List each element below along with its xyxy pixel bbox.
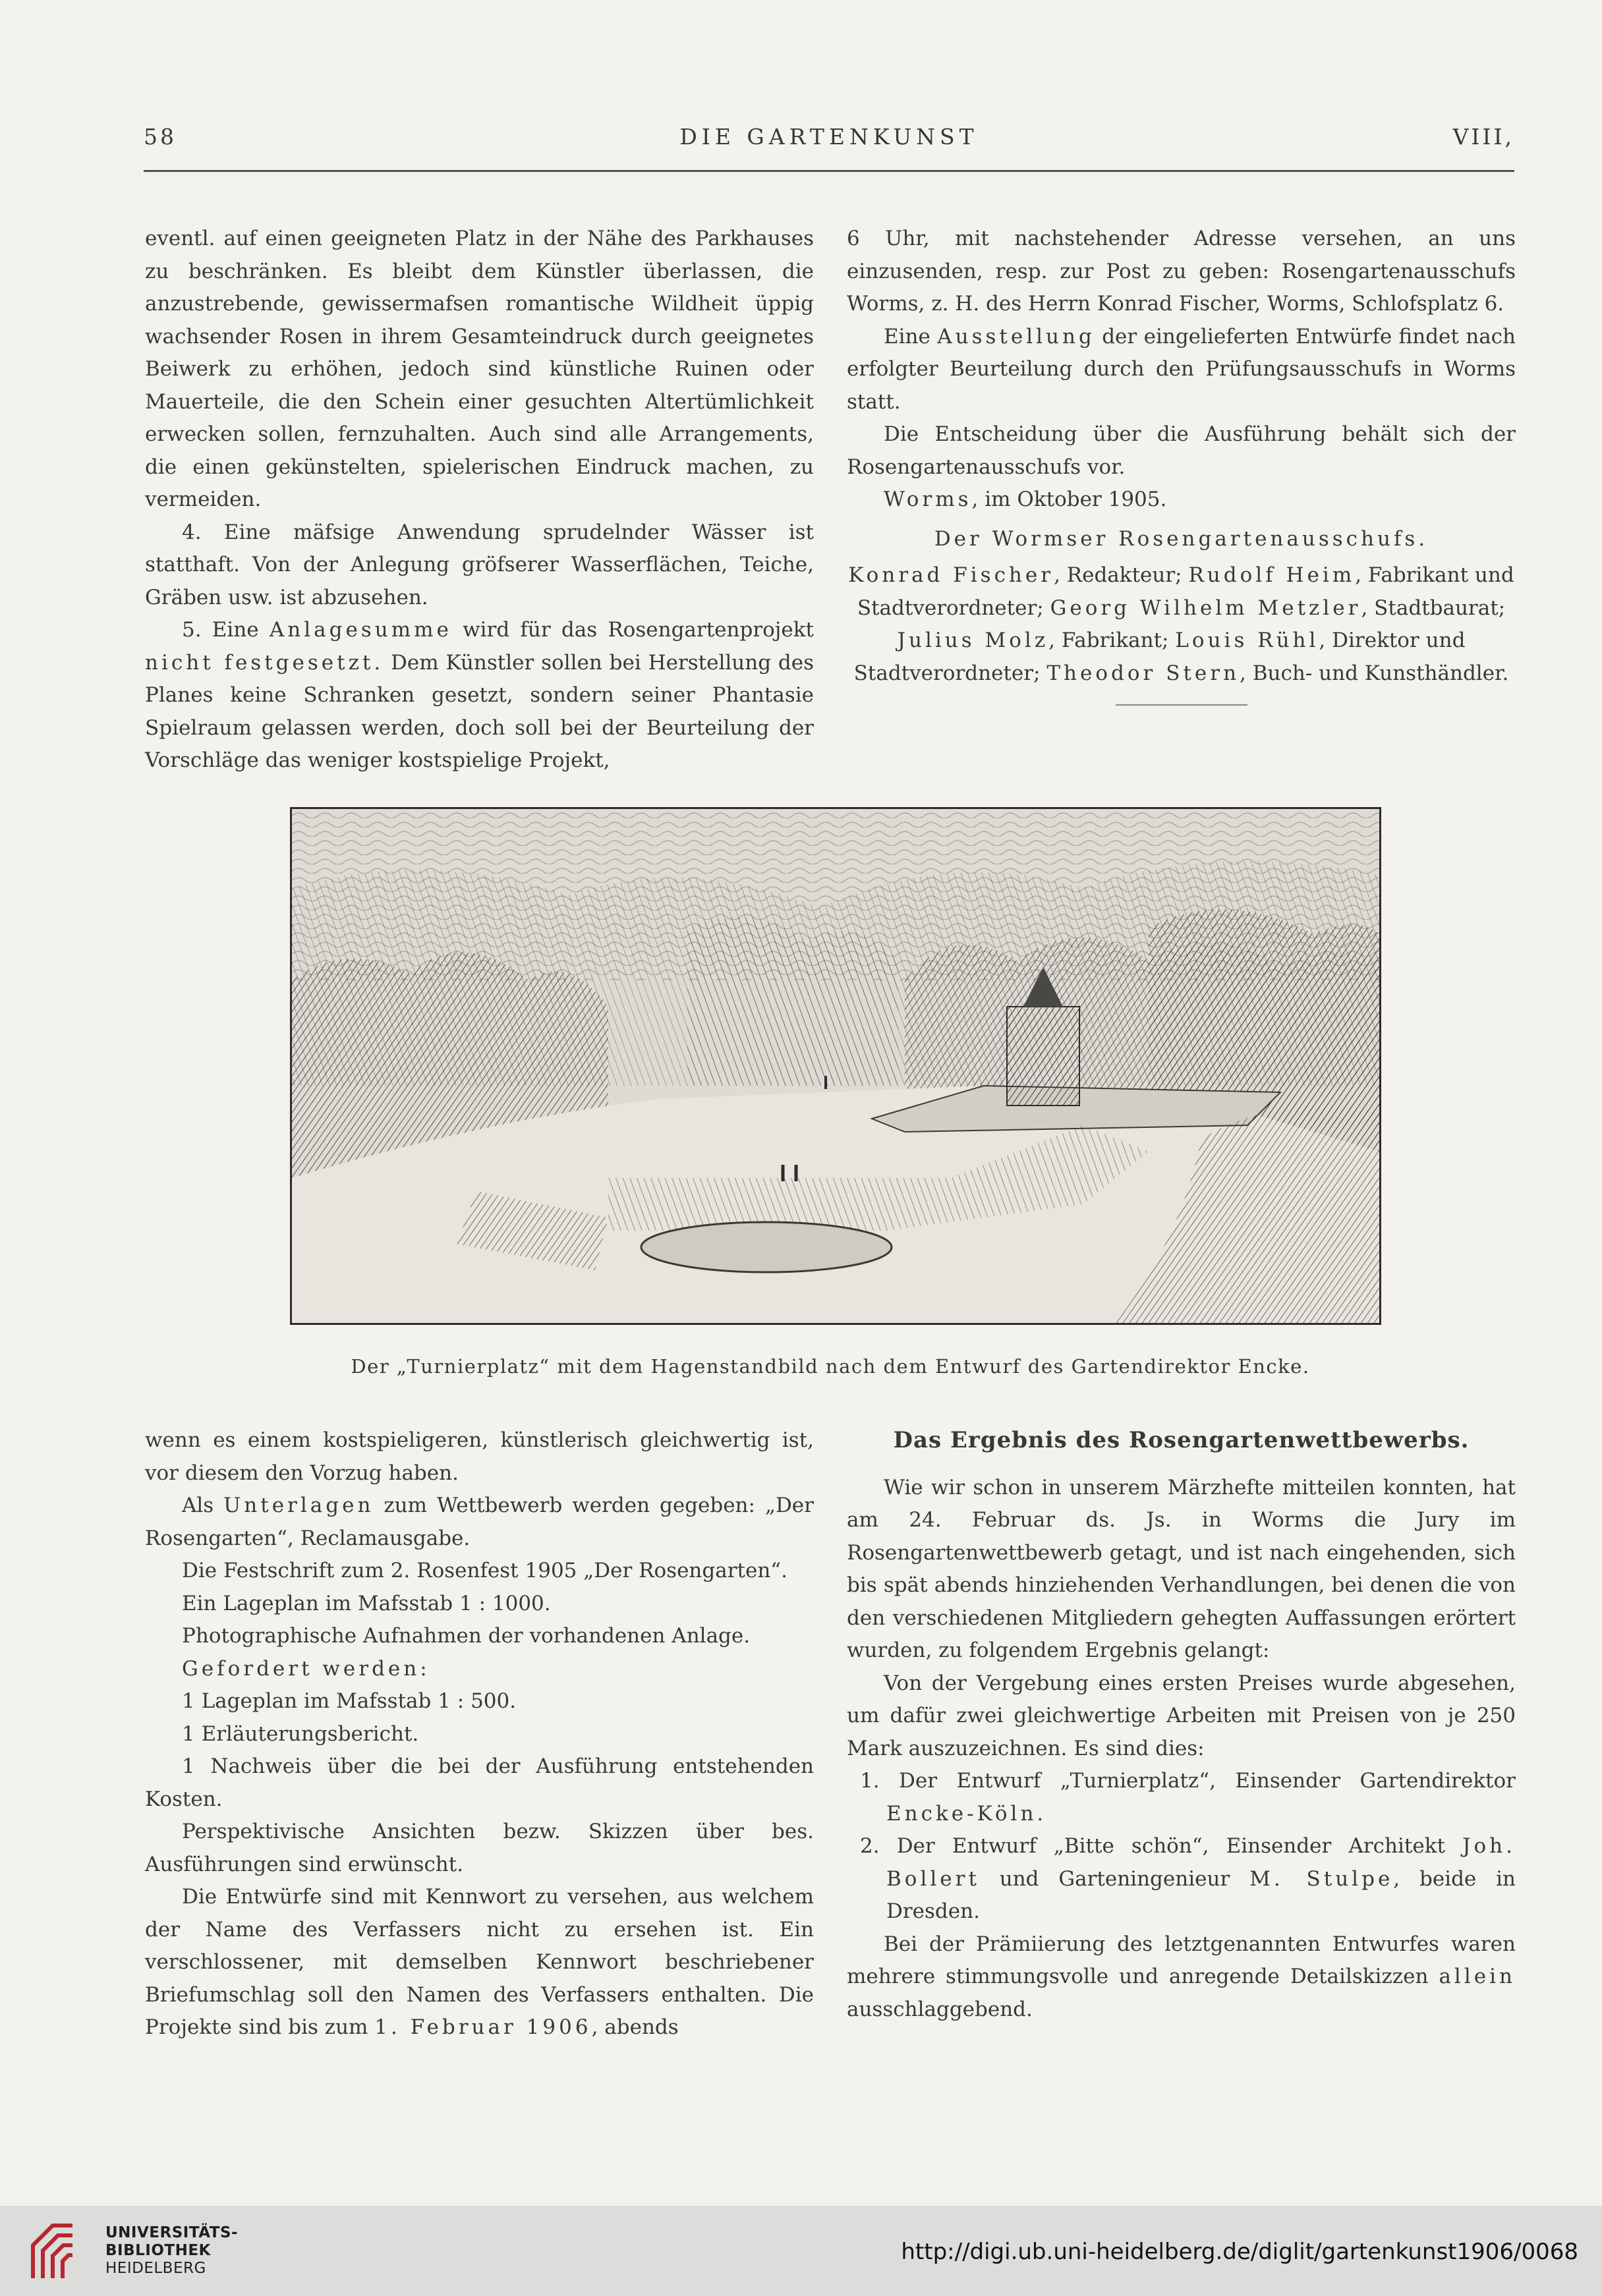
lower-right-column [847,1424,1516,2026]
paragraph: 1 Lageplan im Mafsstab 1 : 500. [182,1689,517,1713]
paragraph: Ein Lageplan im Mafsstab 1 : 1000. [182,1591,551,1615]
page-number: 58 [144,124,177,150]
volume-number: VIII, [1452,124,1514,150]
source-url-link[interactable]: http://digi.ub.uni-heidelberg.de/diglit/gartenkunst1906/0068 [901,2239,1578,2265]
paragraph: Eine Ausstellung der eingelieferten Entwürfe findet nach erfolgter Beurteilung durch den Prüfungsausschufs in Worms statt. [847,324,1516,414]
section-heading: Das Ergebnis des Rosengartenwettbewerbs. [893,1427,1470,1453]
place-date: Worms, im Oktober 1905. [884,488,1167,511]
paragraph: Perspektivische Ansichten bezw. Skizzen über bes. Ausführungen sind erwünscht. [145,1820,814,1876]
paragraph: 1 Nachweis über die bei der Ausführung entstehenden Kosten. [145,1754,814,1811]
paragraph: Gefordert werden: [182,1656,430,1681]
library-footer [0,2206,1602,2296]
paragraph: 1 Erläuterungsbericht. [182,1722,419,1746]
library-logo-icon [26,2219,92,2285]
paragraph: Von der Vergebung eines ersten Preises wurde abgesehen, um dafür zwei gleichwertige Arbeiten mit Preisen von je 250 Mark auszuzeichnen. Es sind dies: [847,1671,1516,1760]
list-item: 1. Der Entwurf „Turnierplatz“, Einsender Gartendirektor Encke-Köln. [860,1769,1516,1826]
section-divider [1116,704,1247,706]
figure-caption: Der „Turnierplatz“ mit dem Hagenstandbild nach dem Entwurf des Gartendirektor Encke. [351,1355,1310,1378]
paragraph: Die Festschrift zum 2. Rosenfest 1905 „Der Rosengarten“. [182,1559,788,1582]
paragraph: Wie wir schon in unserem Märzhefte mitteilen konnten, hat am 24. Februar ds. Js. in Worms die Jury im Rosengartenwettbewerb getagt, und ist nach eingehenden, sich bis spät abends hinziehenden Verhandlungen, bei denen die von den verschiedenen Mitgliedern gehegten Auffassungen erörtert wurden, zu folgendem Ergebnis gelangt: [847,1475,1516,1662]
library-name-line: UNIVERSITÄTS- [105,2224,239,2241]
upper-left-column [145,223,814,777]
paragraph: eventl. auf einen geeigneten Platz in der Nähe des Parkhauses zu beschränken. Es bleibt dem Künstler überlassen, die anzustrebende, gewissermafsen romantische Wildheit üppig wachsender Rosen in ihrem Gesamteindruck durch geeignetes Beiwerk zu erhöhen, jedoch sind künstliche Ruinen oder Mauerteile, die den Schein einer gesuchten Altertümlichkeit erwecken sollen, fernzuhalten. Auch sind alle Arrangements, die einen gekünstelten, spielerischen Eindruck machen, zu vermeiden. [145,227,814,511]
paragraph: 6 Uhr, mit nachstehender Adresse versehen, an uns einzusenden, resp. zur Post zu geben: Rosengartenausschufs Worms, z. H. des Herrn Konrad Fischer, Worms, Schlofsplatz 6. [847,227,1516,316]
journal-title: DIE GARTENKUNST [679,124,979,150]
paragraph: 4. Eine mäfsige Anwendung sprudelnder Wässer ist statthaft. Von der Anlegung gröfserer Wasserflächen, Teiche, Gräben usw. ist abzusehen. [145,520,814,609]
library-name [105,2224,238,2278]
paragraph: Photographische Aufnahmen der vorhandenen Anlage. [182,1624,751,1648]
header-rule [144,170,1514,172]
signatories: Konrad Fischer, Redakteur; Rudolf Heim, Fabrikant und Stadtverordneter; Georg Wilhelm Metzler, Stadtbaurat; Julius Molz, Fabrikant; Louis Rühl, Direktor und Stadtverordneter; Theodor Stern, Buch- und Kunsthändler. [848,563,1514,685]
upper-right-column [847,223,1516,706]
garden-illustration [290,807,1381,1325]
engraving-drawing [292,809,1379,1323]
lower-left-column [145,1424,814,2044]
list-item: 2. Der Entwurf „Bitte schön“, Einsender Architekt Joh. Bollert und Garteningenieur M. Stulpe, beide in Dresden. [860,1834,1516,1923]
signature-title: Der Wormser Rosengartenausschufs. [934,526,1429,551]
running-header [144,120,1514,159]
library-name-line: BIBLIOTHEK [105,2242,211,2259]
paragraph: Als Unterlagen zum Wettbewerb werden gegeben: „Der Rosengarten“, Reclamausgabe. [145,1494,814,1550]
paragraph: Bei der Prämiierung des letztgenannten Entwurfes waren mehrere stimmungsvolle und anregende Detailskizzen allein ausschlaggebend. [847,1932,1516,2021]
paragraph: Die Entscheidung über die Ausführung behält sich der Rosengartenausschufs vor. [847,422,1516,479]
paragraph: 5. Eine Anlagesumme wird für das Rosengartenprojekt nicht festgesetzt. Dem Künstler sollen bei Herstellung des Planes keine Schranken gesetzt, sondern seiner Phantasie Spielraum gelassen werden, doch soll bei der Beurteilung der Vorschläge das weniger kostspielige Projekt, [145,618,815,772]
library-name-line: HEIDELBERG [105,2260,206,2277]
paragraph: wenn es einem kostspieligeren, künstlerisch gleichwertig ist, vor diesem den Vorzug haben. [145,1428,814,1485]
paragraph: Die Entwürfe sind mit Kennwort zu versehen, aus welchem der Name des Verfassers nicht zu ersehen ist. Ein verschlossener, mit demselben Kennwort beschriebener Briefumschlag soll den Namen des Verfassers enthalten. Die Projekte sind bis zum 1. Februar 1906, abends [145,1885,814,2039]
